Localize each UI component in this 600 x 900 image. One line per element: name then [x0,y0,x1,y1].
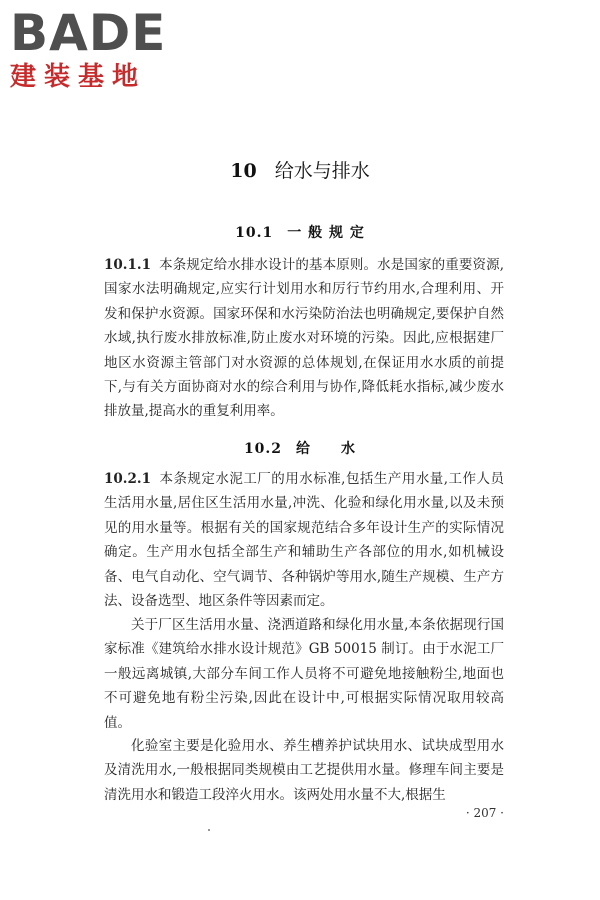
chapter-number: 10 [230,160,257,182]
scan-artifact-dot [208,829,210,831]
section-number: 10.1 [235,225,274,241]
page-number: · 207 · [465,806,504,820]
chapter-title [0,156,600,183]
section-title-text: 给 水 [296,441,357,457]
clause-paragraph-10-1-1 [104,253,504,424]
paragraph-text: 化验室主要是化验用水、养生槽养护试块用水、试块成型用水及清洗用水,一般根据同类规模由工艺提供用水量。修理车间主要是清洗用水和锻造工段淬火用水。该两处用水量不大,根据生 [104,738,504,803]
logo-subtitle: 建装基地 [10,62,147,92]
clause-number: 10.2.1 [104,471,151,487]
paragraph-text: 本条规定给水排水设计的基本原则。水是国家的重要资源,国家水法明确规定,应实行计划用水和厉行节约用水,合理利用、开发和保护水资源。国家环保和水污染防治法也明确规定,要保护自然水域,执行废水排放标准,防止废水对环境的污染。因此,应根据建厂地区水资源主管部门对水资源的总体规划,在保证用水水质的前提下,与有关方面协商对水的综合利用与协作,降低耗水指标,减少废水排放量,提高水的重复利用率。 [104,257,504,420]
section-number: 10.2 [243,441,283,457]
clause-paragraph-10-2-1 [104,467,504,613]
paragraph-text: 关于厂区生活用水量、浇洒道路和绿化用水量,本条依据现行国家标准《建筑给水排水设计规范》GB 50015 制订。由于水泥工厂一般远离城镇,大部分车间工作人员将不可避免地接触粉尘,地面也不可避免地有粉尘污染,因此在设计中,可根据实际情况取用较高值。 [104,617,504,731]
paragraph-text: 本条规定水泥工厂的用水标准,包括生产用水量,工作人员生活用水量,居住区生活用水量,冲洗、化验和绿化用水量,以及未预见的用水量等。根据有关的国家规范结合多年设计生产的实际情况确定。生产用水包括全部生产和辅助生产各部位的用水,如机械设备、电气自动化、空气调节、各种锅炉等用水,随生产规模、生产方法、设备选型、地区条件等因素而定。 [104,471,504,610]
section-heading-10-1 [0,222,600,242]
logo-wordmark: BADE [10,4,167,62]
section-title-text: 一 般 规 定 [287,225,365,241]
clause-number: 10.1.1 [104,257,151,273]
body-paragraph [104,613,504,735]
chapter-title-text: 给水与排水 [274,160,370,182]
body-paragraph [104,734,504,807]
logo [10,6,180,92]
section-heading-10-2 [0,438,600,458]
